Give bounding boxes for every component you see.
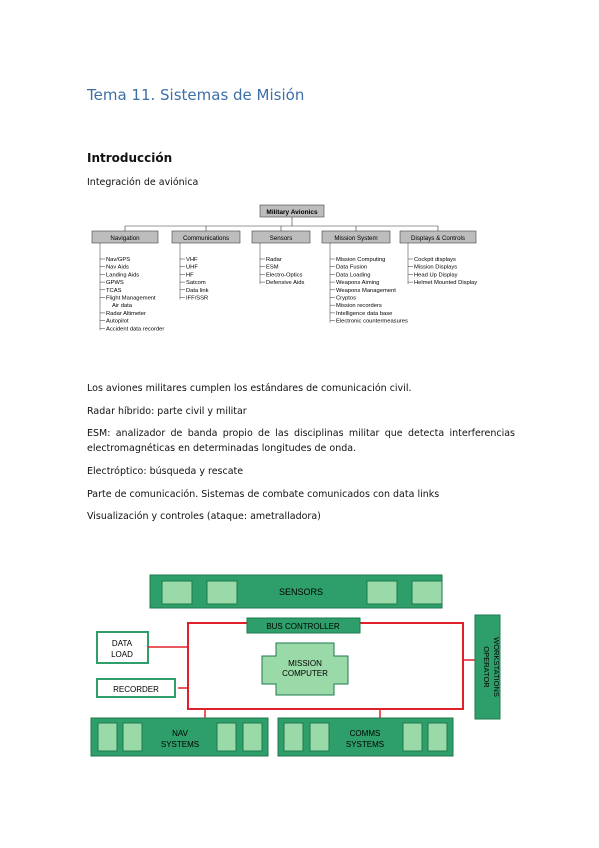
tree-item: Mission Computing — [336, 257, 386, 263]
tree-item: TCAS — [106, 287, 122, 294]
tree-item: Radar — [266, 257, 282, 263]
tree-item: Data link — [186, 287, 209, 294]
comms-module — [428, 723, 447, 751]
tree-item: Helmet Mounted Display — [414, 280, 478, 287]
tree-item: Cockpit displays — [414, 257, 456, 263]
recorder-label: RECORDER — [113, 685, 159, 694]
nav-module — [98, 723, 117, 751]
tree-item: Data Fusion — [336, 264, 368, 271]
comms-module — [284, 723, 303, 751]
tree-branch-label: Communications — [182, 235, 230, 242]
tree-item: Landing Aids — [106, 272, 140, 279]
tree-item: Air data — [112, 303, 132, 310]
tree-item: Satcom — [186, 280, 206, 287]
tree-item: Nav Aids — [106, 264, 129, 271]
tree-item: Defensive Aids — [266, 280, 305, 287]
nav-module — [217, 723, 236, 751]
sensor-module — [367, 581, 397, 604]
tree-item: Weapons Aiming — [336, 280, 380, 287]
tree-item: Autopilot — [106, 318, 129, 325]
tree-branch-label: Navigation — [110, 235, 140, 242]
tree-item: Weapons Management — [336, 287, 396, 294]
nav-module — [243, 723, 262, 751]
tree-item: Mission recorders — [336, 303, 382, 310]
paragraph-3: ESM: analizador de banda propio de las disciplinas militar que detecta interferencias electromagnéticas en determinadas longitudes de onda. — [87, 428, 515, 454]
tree-branch-label: Mission System — [334, 235, 378, 242]
tree-item: Radar Altimeter — [106, 310, 146, 317]
tree-item: Mission Displays — [414, 264, 458, 271]
tree-item: Electro-Optics — [266, 272, 303, 279]
data-load-label-2: LOAD — [111, 650, 133, 659]
tree-item: ESM — [266, 264, 279, 271]
tree-branch-label: Sensors — [269, 235, 293, 242]
comms-module — [403, 723, 422, 751]
tree-item: Data Loading — [336, 272, 371, 279]
page-title: Tema 11. Sistemas de Misión — [87, 86, 305, 104]
sensor-module — [162, 581, 192, 604]
sensor-module — [207, 581, 237, 604]
intro-line: Integración de aviónica — [87, 177, 199, 188]
section-heading: Introducción — [87, 151, 173, 165]
architecture-diagram — [0, 560, 599, 780]
nav-module — [123, 723, 142, 751]
tree-item: Electronic countermeasures — [336, 318, 408, 325]
paragraph-6: Visualización y controles (ataque: ametralladora) — [87, 511, 321, 522]
paragraph-1: Los aviones militares cumplen los estándares de comunicación civil. — [87, 383, 412, 394]
tree-item: Nav/GPS — [106, 257, 131, 263]
sensors-label: SENSORS — [278, 587, 324, 597]
paragraph-4: Electróptico: búsqueda y rescate — [87, 466, 244, 477]
mission-computer-label-2: COMPUTER — [282, 669, 328, 678]
nav-label-1: NAV — [172, 729, 188, 738]
data-load-label-1: DATA — [111, 639, 133, 648]
paragraph-2: Radar híbrido: parte civil y militar — [87, 406, 247, 417]
tree-item: Accident data recorder — [106, 326, 165, 333]
nav-label-2: SYSTEMS — [160, 740, 200, 749]
operator-label-1: OPERATOR — [482, 646, 491, 688]
mission-computer-label-1: MISSION — [288, 659, 322, 668]
tree-item: Flight Management — [106, 295, 156, 302]
sensor-module — [412, 581, 442, 604]
tree-item: Head Up Display — [414, 272, 458, 279]
avionics-tree-diagram — [88, 200, 508, 340]
tree-item: Cryptos — [336, 295, 356, 302]
comms-module — [310, 723, 329, 751]
tree-item: HF — [186, 272, 194, 279]
comms-label-2: SYSTEMS — [345, 740, 385, 749]
operator-label-2: WORKSTATIONS — [492, 637, 501, 697]
tree-item: UHF — [186, 264, 198, 271]
tree-root-label: Military Avionics — [266, 209, 318, 216]
tree-item: VHF — [186, 257, 198, 263]
bus-controller-label: BUS CONTROLLER — [266, 622, 340, 631]
tree-item: IFF/SSR — [186, 295, 209, 302]
paragraph-5: Parte de comunicación. Sistemas de combate comunicados con data links — [87, 489, 440, 500]
tree-item: Intelligence data base — [336, 310, 393, 317]
tree-item: GPWS — [106, 280, 124, 287]
tree-branch-label: Displays & Controls — [411, 235, 465, 242]
comms-label-1: COMMS — [349, 729, 381, 738]
